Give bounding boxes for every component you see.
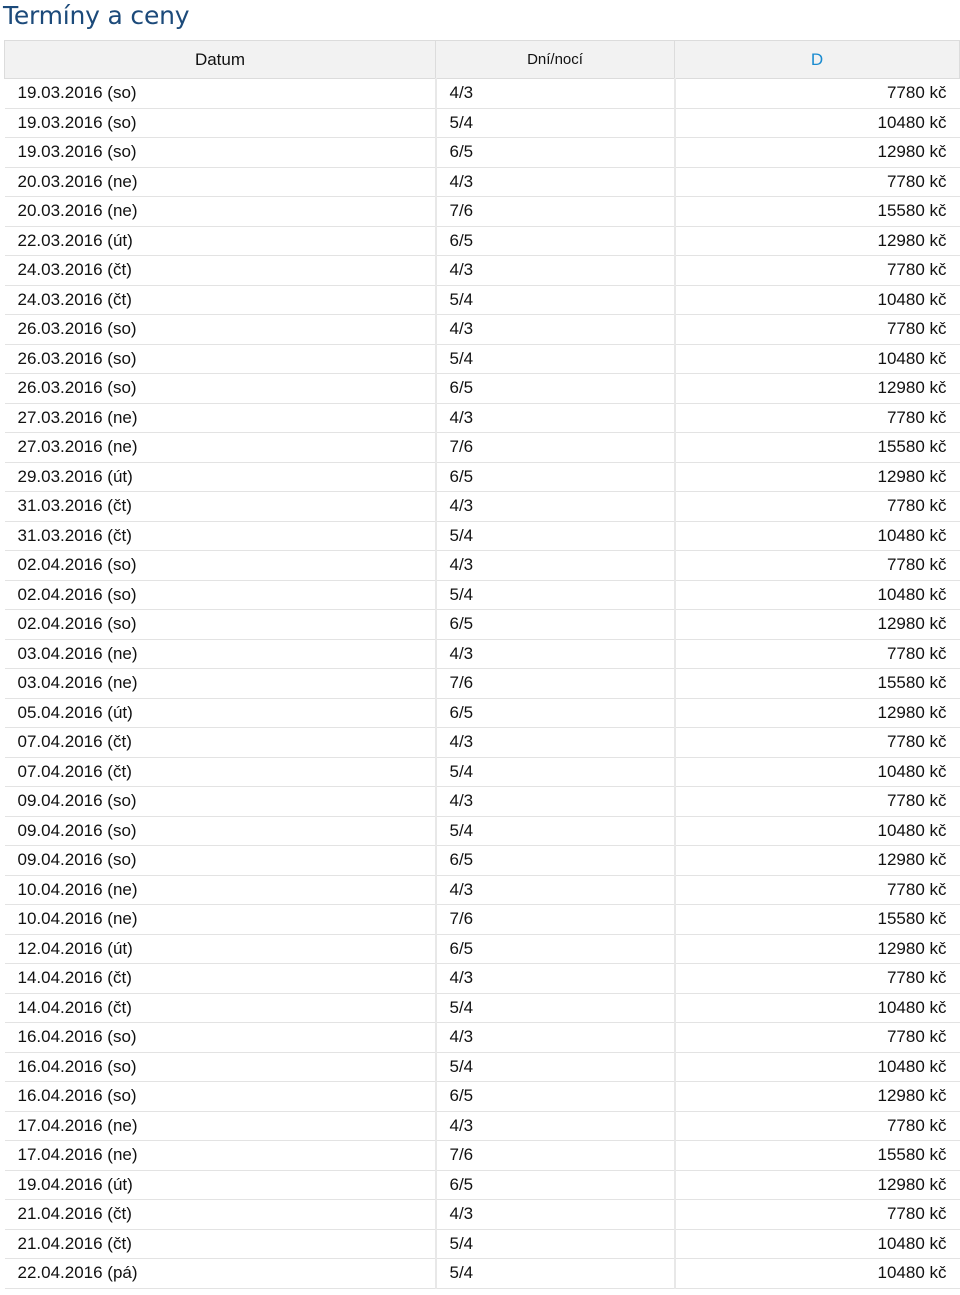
cell-date: 16.04.2016 (so) <box>5 1052 436 1082</box>
cell-date: 02.04.2016 (so) <box>5 580 436 610</box>
cell-days: 4/3 <box>436 79 675 109</box>
cell-days: 5/4 <box>436 993 675 1023</box>
table-row <box>5 138 960 168</box>
cell-days: 4/3 <box>436 256 675 286</box>
cell-price: 10480 kč <box>675 816 960 846</box>
cell-price: 7780 kč <box>675 403 960 433</box>
table-row <box>5 79 960 109</box>
cell-price: 15580 kč <box>675 433 960 463</box>
cell-date: 19.03.2016 (so) <box>5 108 436 138</box>
table-row <box>5 285 960 315</box>
cell-date: 22.04.2016 (pá) <box>5 1259 436 1289</box>
cell-date: 20.03.2016 (ne) <box>5 167 436 197</box>
table-row <box>5 934 960 964</box>
cell-days: 5/4 <box>436 344 675 374</box>
table-row <box>5 1023 960 1053</box>
cell-price: 10480 kč <box>675 1052 960 1082</box>
cell-days: 4/3 <box>436 167 675 197</box>
table-row <box>5 1200 960 1230</box>
cell-days: 4/3 <box>436 964 675 994</box>
cell-price: 7780 kč <box>675 787 960 817</box>
cell-price: 10480 kč <box>675 521 960 551</box>
cell-date: 29.03.2016 (út) <box>5 462 436 492</box>
table-row <box>5 1259 960 1289</box>
cell-date: 05.04.2016 (út) <box>5 698 436 728</box>
cell-days: 4/3 <box>436 1200 675 1230</box>
table-row <box>5 1229 960 1259</box>
cell-days: 5/4 <box>436 757 675 787</box>
cell-days: 5/4 <box>436 285 675 315</box>
cell-price: 12980 kč <box>675 1170 960 1200</box>
table-row <box>5 580 960 610</box>
cell-date: 07.04.2016 (čt) <box>5 757 436 787</box>
cell-days: 4/3 <box>436 1111 675 1141</box>
cell-price: 7780 kč <box>675 1200 960 1230</box>
cell-price: 12980 kč <box>675 1082 960 1112</box>
cell-price: 12980 kč <box>675 846 960 876</box>
cell-price: 10480 kč <box>675 580 960 610</box>
cell-days: 4/3 <box>436 728 675 758</box>
column-header-date[interactable]: Datum <box>5 41 436 79</box>
cell-date: 09.04.2016 (so) <box>5 816 436 846</box>
cell-price: 7780 kč <box>675 551 960 581</box>
cell-price: 7780 kč <box>675 79 960 109</box>
cell-days: 4/3 <box>436 787 675 817</box>
cell-date: 10.04.2016 (ne) <box>5 875 436 905</box>
cell-price: 10480 kč <box>675 757 960 787</box>
cell-price: 12980 kč <box>675 698 960 728</box>
table-row <box>5 698 960 728</box>
table-row <box>5 226 960 256</box>
cell-days: 6/5 <box>436 138 675 168</box>
cell-price: 12980 kč <box>675 610 960 640</box>
cell-date: 31.03.2016 (čt) <box>5 521 436 551</box>
cell-date: 10.04.2016 (ne) <box>5 905 436 935</box>
cell-date: 14.04.2016 (čt) <box>5 993 436 1023</box>
cell-price: 10480 kč <box>675 993 960 1023</box>
cell-date: 02.04.2016 (so) <box>5 551 436 581</box>
table-row <box>5 1111 960 1141</box>
table-row <box>5 256 960 286</box>
cell-price: 10480 kč <box>675 108 960 138</box>
cell-days: 5/4 <box>436 108 675 138</box>
cell-price: 7780 kč <box>675 639 960 669</box>
table-row <box>5 197 960 227</box>
cell-days: 7/6 <box>436 669 675 699</box>
cell-days: 4/3 <box>436 403 675 433</box>
table-row <box>5 108 960 138</box>
column-header-days[interactable]: Dní/nocí <box>436 41 675 79</box>
cell-days: 4/3 <box>436 875 675 905</box>
table-header-row <box>5 41 960 79</box>
cell-price: 12980 kč <box>675 374 960 404</box>
cell-days: 6/5 <box>436 610 675 640</box>
cell-days: 7/6 <box>436 433 675 463</box>
cell-date: 27.03.2016 (ne) <box>5 403 436 433</box>
table-row <box>5 403 960 433</box>
table-row <box>5 610 960 640</box>
cell-days: 4/3 <box>436 639 675 669</box>
cell-date: 19.04.2016 (út) <box>5 1170 436 1200</box>
cell-days: 4/3 <box>436 1023 675 1053</box>
table-row <box>5 433 960 463</box>
cell-days: 6/5 <box>436 226 675 256</box>
table-row <box>5 167 960 197</box>
cell-date: 03.04.2016 (ne) <box>5 639 436 669</box>
table-row <box>5 875 960 905</box>
table-body <box>5 79 960 1289</box>
table-row <box>5 846 960 876</box>
cell-days: 7/6 <box>436 905 675 935</box>
cell-date: 21.04.2016 (čt) <box>5 1200 436 1230</box>
table-row <box>5 1170 960 1200</box>
cell-date: 24.03.2016 (čt) <box>5 256 436 286</box>
cell-date: 09.04.2016 (so) <box>5 846 436 876</box>
table-row <box>5 964 960 994</box>
cell-price: 10480 kč <box>675 1259 960 1289</box>
table-row <box>5 315 960 345</box>
cell-price: 10480 kč <box>675 285 960 315</box>
cell-date: 19.03.2016 (so) <box>5 138 436 168</box>
cell-date: 26.03.2016 (so) <box>5 315 436 345</box>
cell-date: 03.04.2016 (ne) <box>5 669 436 699</box>
cell-date: 21.04.2016 (čt) <box>5 1229 436 1259</box>
cell-price: 15580 kč <box>675 905 960 935</box>
cell-days: 5/4 <box>436 1229 675 1259</box>
cell-price: 15580 kč <box>675 197 960 227</box>
cell-days: 4/3 <box>436 315 675 345</box>
cell-price: 10480 kč <box>675 344 960 374</box>
cell-date: 12.04.2016 (út) <box>5 934 436 964</box>
table-row <box>5 492 960 522</box>
table-row <box>5 551 960 581</box>
cell-price: 7780 kč <box>675 875 960 905</box>
table-row <box>5 993 960 1023</box>
cell-date: 16.04.2016 (so) <box>5 1082 436 1112</box>
cell-date: 09.04.2016 (so) <box>5 787 436 817</box>
cell-price: 7780 kč <box>675 167 960 197</box>
cell-price: 7780 kč <box>675 315 960 345</box>
cell-date: 26.03.2016 (so) <box>5 344 436 374</box>
cell-date: 07.04.2016 (čt) <box>5 728 436 758</box>
column-header-price[interactable]: D <box>675 41 960 79</box>
cell-date: 17.04.2016 (ne) <box>5 1111 436 1141</box>
table-row <box>5 1082 960 1112</box>
cell-days: 6/5 <box>436 1082 675 1112</box>
cell-days: 4/3 <box>436 551 675 581</box>
table-row <box>5 639 960 669</box>
cell-date: 19.03.2016 (so) <box>5 79 436 109</box>
cell-price: 7780 kč <box>675 964 960 994</box>
cell-days: 7/6 <box>436 1141 675 1171</box>
cell-days: 6/5 <box>436 374 675 404</box>
page-title: Termíny a ceny <box>3 1 190 30</box>
cell-price: 7780 kč <box>675 256 960 286</box>
cell-days: 6/5 <box>436 1170 675 1200</box>
cell-days: 5/4 <box>436 521 675 551</box>
table-row <box>5 1052 960 1082</box>
cell-date: 02.04.2016 (so) <box>5 610 436 640</box>
cell-date: 16.04.2016 (so) <box>5 1023 436 1053</box>
cell-days: 5/4 <box>436 580 675 610</box>
table-row <box>5 669 960 699</box>
cell-days: 6/5 <box>436 934 675 964</box>
cell-price: 15580 kč <box>675 669 960 699</box>
cell-days: 5/4 <box>436 1259 675 1289</box>
table-row <box>5 462 960 492</box>
cell-days: 6/5 <box>436 698 675 728</box>
cell-price: 7780 kč <box>675 492 960 522</box>
cell-date: 20.03.2016 (ne) <box>5 197 436 227</box>
cell-date: 27.03.2016 (ne) <box>5 433 436 463</box>
cell-price: 12980 kč <box>675 138 960 168</box>
cell-date: 14.04.2016 (čt) <box>5 964 436 994</box>
table-row <box>5 905 960 935</box>
table-row <box>5 816 960 846</box>
cell-price: 7780 kč <box>675 1023 960 1053</box>
cell-date: 17.04.2016 (ne) <box>5 1141 436 1171</box>
cell-days: 5/4 <box>436 816 675 846</box>
cell-price: 10480 kč <box>675 1229 960 1259</box>
table-row <box>5 374 960 404</box>
cell-days: 5/4 <box>436 1052 675 1082</box>
table-row <box>5 521 960 551</box>
cell-price: 12980 kč <box>675 934 960 964</box>
cell-days: 6/5 <box>436 462 675 492</box>
price-table <box>4 40 960 1289</box>
table-row <box>5 787 960 817</box>
table-row <box>5 757 960 787</box>
cell-days: 6/5 <box>436 846 675 876</box>
cell-price: 12980 kč <box>675 226 960 256</box>
table-row <box>5 1141 960 1171</box>
cell-price: 7780 kč <box>675 728 960 758</box>
cell-date: 24.03.2016 (čt) <box>5 285 436 315</box>
cell-date: 22.03.2016 (út) <box>5 226 436 256</box>
cell-date: 31.03.2016 (čt) <box>5 492 436 522</box>
cell-days: 7/6 <box>436 197 675 227</box>
table-row <box>5 728 960 758</box>
cell-price: 7780 kč <box>675 1111 960 1141</box>
cell-date: 26.03.2016 (so) <box>5 374 436 404</box>
table-row <box>5 344 960 374</box>
cell-days: 4/3 <box>436 492 675 522</box>
cell-price: 12980 kč <box>675 462 960 492</box>
cell-price: 15580 kč <box>675 1141 960 1171</box>
